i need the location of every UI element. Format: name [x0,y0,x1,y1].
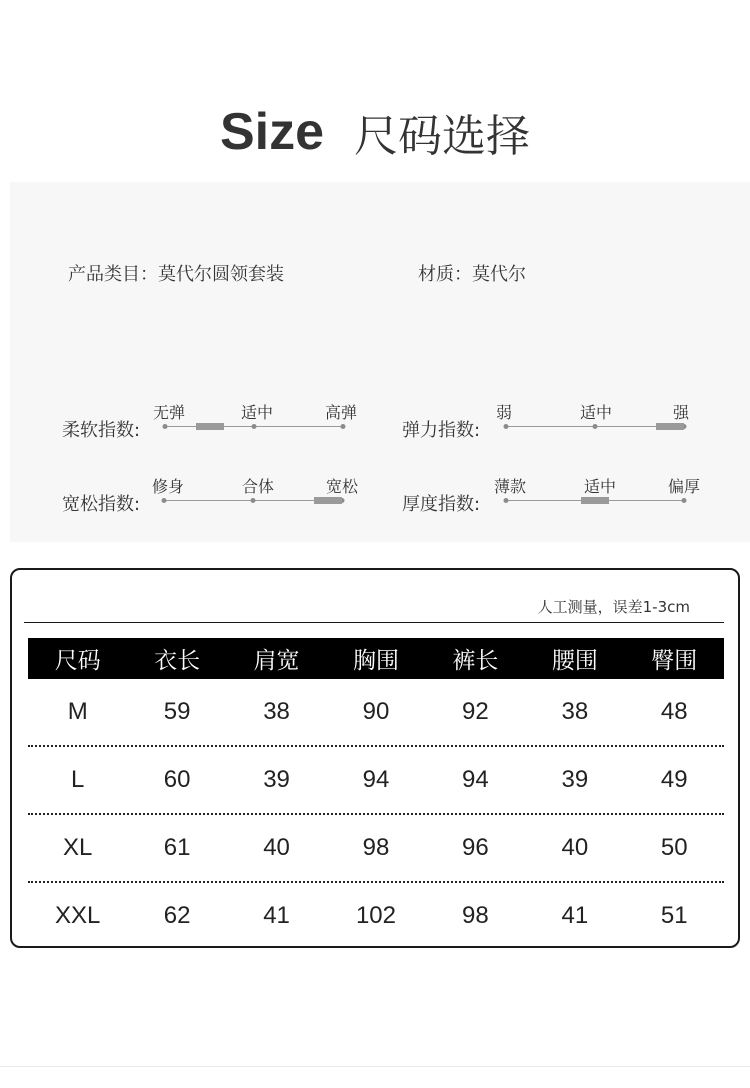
table-cell: 59 [163,698,191,725]
scale-dot [252,424,257,429]
table-cell: 62 [163,902,191,929]
table-cell: 60 [163,766,191,793]
table-cell: L [71,766,85,793]
column-header: 裤长 [452,648,499,674]
table-row [28,679,724,745]
scale-option: 偏厚 [667,477,701,496]
column-header: 衣长 [154,648,201,674]
table-cell: 38 [263,698,290,725]
scale-option: 适中 [583,477,617,496]
scale-dot [162,498,167,503]
table-cell: 94 [462,766,489,793]
softness-scale [152,400,358,440]
table-cell: 98 [462,902,489,929]
column-header: 胸围 [352,648,399,674]
page-bottom-divider [0,1066,750,1067]
scale-option: 合体 [241,477,275,496]
table-cell: 41 [561,902,589,929]
scale-selected-marker [314,497,342,504]
page-title [0,100,750,164]
scale-dot [504,424,509,429]
table-cell: 38 [561,698,589,725]
table-cell: 92 [462,698,489,725]
table-cell: 40 [561,834,589,861]
table-row [28,747,724,813]
column-header: 腰围 [551,648,598,674]
table-cell: 102 [355,902,396,929]
table-cell: 98 [362,834,390,861]
product-category: 产品类目：莫代尔圆领套装 [68,264,284,285]
scale-dot [341,424,346,429]
scale-option: 无弹 [152,403,186,422]
scale-selected-marker [581,497,609,504]
table-cell: 50 [660,834,688,861]
product-info-panel [10,182,750,542]
table-cell: XXL [55,902,101,929]
scale-option: 适中 [240,403,274,422]
softness-label: 柔软指数: [62,420,141,441]
title-zh: 尺码选择 [354,111,531,162]
scale-option: 高弹 [324,403,358,422]
column-header: 肩宽 [253,648,300,674]
scale-dot [682,498,687,503]
table-cell: 41 [263,902,290,929]
table-row [28,883,724,949]
scale-dot [163,424,168,429]
column-header: 臀围 [651,648,698,674]
scale-option: 修身 [151,477,185,496]
thickness-scale [493,474,701,514]
table-cell: 51 [660,902,688,929]
table-header [28,638,724,679]
table-cell: 90 [362,698,390,725]
table-cell: XL [63,834,93,861]
table-cell: 39 [561,766,589,793]
table-cell: 40 [263,834,290,861]
table-cell: 48 [660,698,688,725]
scale-selected-marker [656,423,684,430]
size-chart [10,568,740,948]
table-cell: 49 [660,766,688,793]
table-cell: 94 [362,766,390,793]
scale-option: 强 [672,403,690,422]
scale-dot [251,498,256,503]
measurement-note: 人工测量，误差1-3cm [537,598,690,616]
table-cell: 61 [163,834,191,861]
column-header: 尺码 [54,648,101,674]
title-en: Size [219,103,325,161]
scale-dot [504,498,509,503]
scale-option: 宽松 [325,477,359,496]
scale-dot [593,424,598,429]
looseness-label: 宽松指数: [62,494,141,515]
scale-option: 适中 [579,403,613,422]
looseness-scale [151,474,359,514]
table-cell: 96 [462,834,489,861]
scale-option: 弱 [495,403,513,422]
table-row [28,815,724,881]
divider [24,622,724,623]
table-cell: M [67,698,88,725]
product-material: 材质：莫代尔 [418,264,526,285]
scale-selected-marker [196,423,224,430]
table-cell: 39 [263,766,290,793]
scale-option: 薄款 [493,477,527,496]
elasticity-label: 弹力指数: [402,420,481,441]
table-body [28,679,724,949]
thickness-label: 厚度指数: [402,494,481,515]
elasticity-scale [495,400,690,440]
